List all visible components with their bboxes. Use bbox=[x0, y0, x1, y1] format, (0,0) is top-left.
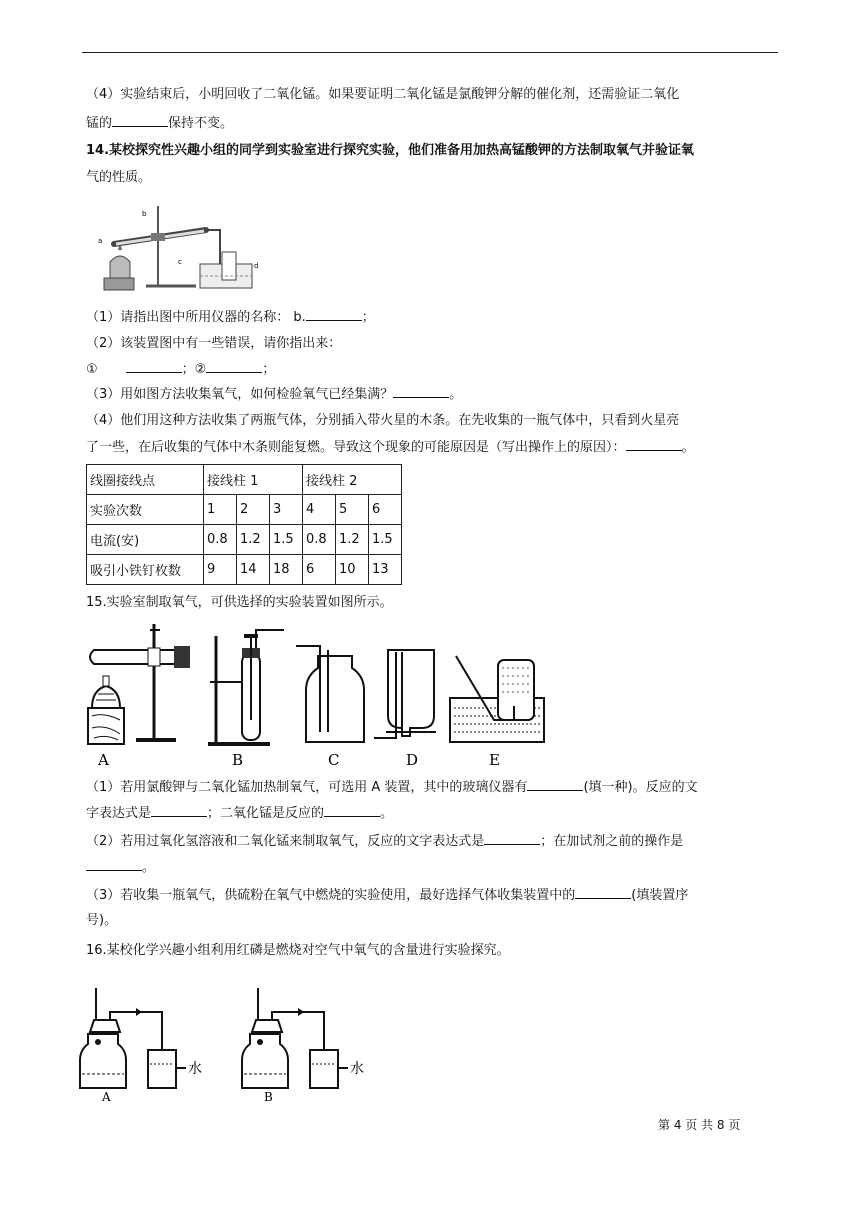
label-A: A bbox=[98, 751, 109, 769]
q16-apparatus-figure bbox=[74, 986, 374, 1102]
label-D: D bbox=[406, 751, 419, 769]
table-cell: 18 bbox=[270, 555, 303, 585]
table-cell: 线圈接线点 bbox=[87, 465, 204, 495]
q14-title-line2: 气的性质。 bbox=[86, 170, 152, 185]
text-fragment: 。 bbox=[142, 860, 156, 875]
answer-blank[interactable] bbox=[484, 830, 540, 845]
q14-title-text: 14.某校探究性兴趣小组的同学到实验室进行探究实验，他们准备用加热高锰酸钾的方法制取氧气并验证氧 bbox=[86, 143, 695, 158]
q13-part4-line2 bbox=[86, 112, 233, 135]
table-cell: 1 bbox=[204, 495, 237, 525]
table-cell: 10 bbox=[336, 555, 369, 585]
label-a: a bbox=[98, 237, 103, 245]
table-cell: 4 bbox=[303, 495, 336, 525]
table-cell: 吸引小铁钉枚数 bbox=[87, 555, 204, 585]
table-cell: 电流(安) bbox=[87, 525, 204, 555]
apparatus-b bbox=[208, 630, 284, 769]
answer-blank[interactable] bbox=[324, 802, 380, 817]
text-fragment: （2）若用过氧化氢溶液和二氧化锰来制取氧气，反应的文字表达式是 bbox=[86, 834, 485, 849]
table-cell: 接线柱 2 bbox=[303, 465, 402, 495]
coil-data-table bbox=[86, 464, 402, 585]
table-cell: 2 bbox=[237, 495, 270, 525]
label-b: b bbox=[142, 210, 147, 218]
q14-title-line1 bbox=[86, 140, 694, 162]
answer-blank[interactable] bbox=[306, 306, 362, 321]
answer-blank[interactable] bbox=[206, 358, 262, 373]
text-fragment: 。 bbox=[681, 440, 695, 455]
water-label: 水 bbox=[188, 1061, 202, 1077]
answer-blank[interactable] bbox=[86, 856, 142, 871]
table-cell: 1.2 bbox=[336, 525, 369, 555]
text-fragment: (填装置序 bbox=[631, 888, 689, 903]
q14-apparatus-figure bbox=[96, 200, 266, 296]
q15-part2-line1 bbox=[86, 830, 683, 853]
table-cell: 1.2 bbox=[237, 525, 270, 555]
q14-part4-line1: （4）他们用这种方法收集了两瓶气体，分别插入带火星的木条。在先收集的一瓶气体中，只看到火星亮 bbox=[86, 413, 680, 428]
header-rule bbox=[82, 52, 778, 53]
q13-part4-line1: （4）实验结束后，小明回收了二氧化锰。如果要证明二氧化锰是氯酸钾分解的催化剂，还需验证二氧化 bbox=[86, 87, 680, 102]
q15-part3-line2: 号)。 bbox=[86, 913, 118, 928]
table-row bbox=[87, 525, 402, 555]
answer-blank[interactable] bbox=[575, 884, 631, 899]
text-fragment: (填一种)。反应的文 bbox=[583, 780, 698, 795]
apparatus-b bbox=[242, 988, 364, 1102]
table-cell: 实验次数 bbox=[87, 495, 204, 525]
answer-blank[interactable] bbox=[527, 776, 583, 791]
label-A: A bbox=[102, 1090, 111, 1102]
q15-apparatus-figure bbox=[84, 620, 554, 770]
table-cell: 1.5 bbox=[270, 525, 303, 555]
text-fragment: 。 bbox=[380, 806, 394, 821]
table-cell: 0.8 bbox=[303, 525, 336, 555]
table-cell: 5 bbox=[336, 495, 369, 525]
label-E: E bbox=[489, 751, 500, 769]
table-cell: 14 bbox=[237, 555, 270, 585]
text-fragment: （3）用如图方法收集氧气，如何检验氧气已经集满？ bbox=[86, 387, 394, 402]
q15-title: 15.实验室制取氧气，可供选择的实验装置如图所示。 bbox=[86, 595, 393, 610]
answer-blank[interactable] bbox=[126, 358, 182, 373]
q16-title: 16.某校化学兴趣小组利用红磷是燃烧对空气中氧气的含量进行实验探究。 bbox=[86, 943, 510, 958]
q15-part1-line1 bbox=[86, 776, 698, 799]
text-fragment: 保持不变。 bbox=[168, 116, 234, 131]
text-fragment: （1）若用氯酸钾与二氧化锰加热制氧气，可选用 A 装置，其中的玻璃仪器有 bbox=[86, 780, 528, 795]
circled-2: ；② bbox=[181, 362, 207, 377]
table-cell: 1.5 bbox=[369, 525, 402, 555]
page-number-footer: 第 4 页 共 8 页 bbox=[658, 1118, 741, 1132]
label-d: d bbox=[254, 262, 259, 270]
apparatus-e bbox=[450, 656, 544, 769]
table-row bbox=[87, 495, 402, 525]
table-row bbox=[87, 555, 402, 585]
apparatus-a bbox=[80, 988, 202, 1102]
q15-part1-line2 bbox=[86, 802, 393, 825]
water-label: 水 bbox=[350, 1061, 364, 1077]
text-fragment: 锰的 bbox=[86, 116, 113, 131]
label-B: B bbox=[264, 1090, 273, 1102]
table-cell: 9 bbox=[204, 555, 237, 585]
q14-part2-blanks bbox=[86, 358, 275, 381]
text-fragment: ； bbox=[361, 310, 375, 325]
answer-blank[interactable] bbox=[393, 383, 449, 398]
text-fragment: 了一些，在后收集的气体中木条则能复燃。导致这个现象的可能原因是（写出操作上的原因）： bbox=[86, 440, 626, 455]
q15-part3-line1 bbox=[86, 884, 688, 907]
label-c: c bbox=[178, 258, 182, 266]
answer-blank[interactable] bbox=[626, 436, 682, 451]
circled-1: ① bbox=[86, 362, 98, 377]
table-cell: 13 bbox=[369, 555, 402, 585]
text-fragment: ；在加试剂之前的操作是 bbox=[540, 834, 684, 849]
table-cell: 接线柱 1 bbox=[204, 465, 303, 495]
q14-part3 bbox=[86, 383, 462, 406]
text-fragment: （1）请指出图中所用仪器的名称： b. bbox=[86, 310, 306, 325]
apparatus-a bbox=[88, 624, 190, 769]
q15-part2-line2 bbox=[86, 856, 155, 879]
apparatus-d bbox=[374, 650, 436, 769]
label-B: B bbox=[232, 751, 244, 769]
table-cell: 3 bbox=[270, 495, 303, 525]
answer-blank[interactable] bbox=[112, 112, 168, 127]
table-cell: 0.8 bbox=[204, 525, 237, 555]
text-fragment: 字表达式是 bbox=[86, 806, 152, 821]
answer-blank[interactable] bbox=[151, 802, 207, 817]
table-cell: 6 bbox=[369, 495, 402, 525]
text-fragment: ；二氧化锰是反应的 bbox=[207, 806, 325, 821]
q14-part4-line2 bbox=[86, 436, 695, 459]
table-row bbox=[87, 465, 402, 495]
apparatus-c bbox=[296, 646, 364, 769]
q14-part1 bbox=[86, 306, 375, 329]
q14-part2: （2）该装置图中有一些错误，请你指出来： bbox=[86, 336, 342, 351]
text-fragment: （3）若收集一瓶氧气，供硫粉在氧气中燃烧的实验使用，最好选择气体收集装置中的 bbox=[86, 888, 576, 903]
text-fragment: 。 bbox=[449, 387, 463, 402]
label-C: C bbox=[328, 751, 340, 769]
text-fragment: ； bbox=[262, 362, 276, 377]
table-cell: 6 bbox=[303, 555, 336, 585]
